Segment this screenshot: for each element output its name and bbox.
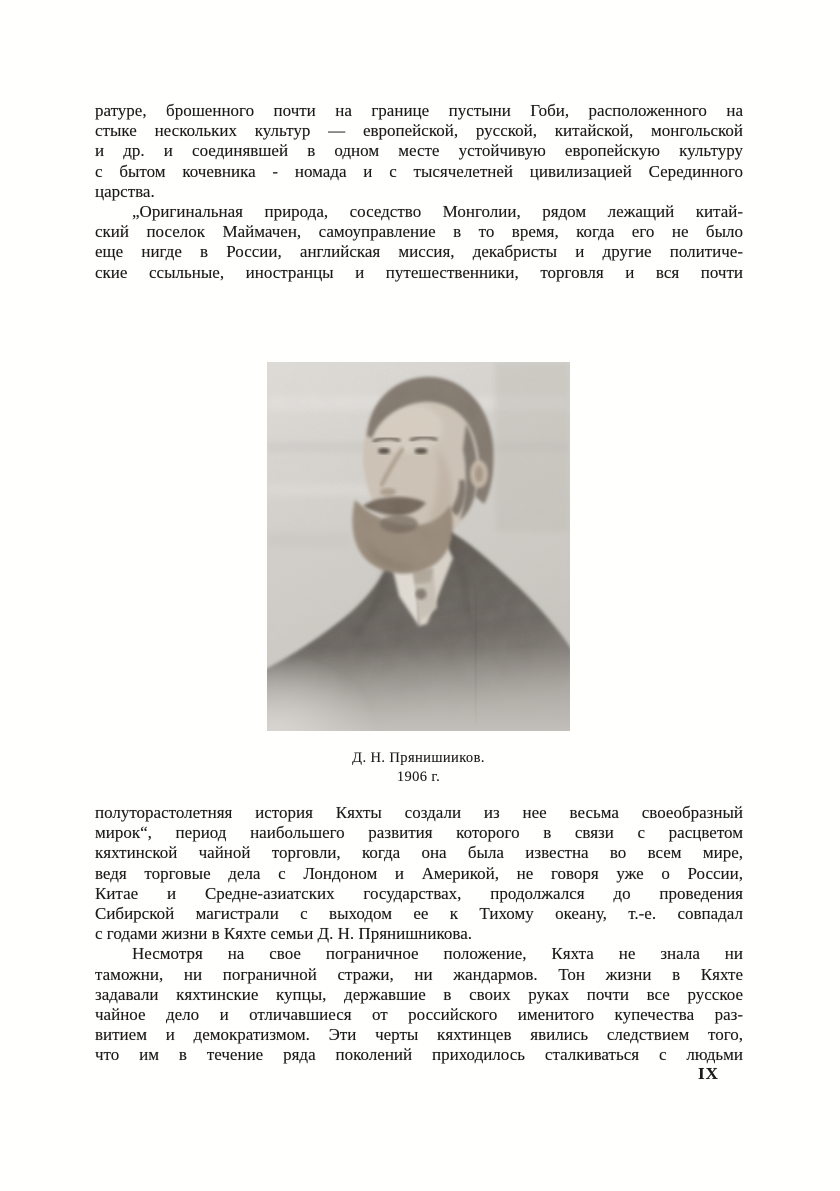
text-line: ские ссыльные, иностранцы и путешественники, торговля и вся почти bbox=[95, 262, 743, 282]
text-line: „Оригинальная природа, соседство Монголии, рядом лежащий китай- bbox=[132, 202, 743, 222]
text-block-lower bbox=[95, 803, 743, 1066]
page-number: IX bbox=[698, 1064, 719, 1083]
text-line: Китае и Средне-азиатских государствах, продолжался до проведения bbox=[95, 883, 743, 903]
text-line: задавали кяхтинские купцы, державшие в своих руках почти все русское bbox=[95, 984, 743, 1004]
text-line: еще нигде в России, английская миссия, декабристы и другие политиче- bbox=[95, 242, 743, 262]
text-line: мирок“, период наибольшего развития которого в связи с расцветом bbox=[95, 823, 743, 843]
portrait-photo bbox=[267, 362, 570, 731]
text-line: и др. и соединявшей в одном месте устойчивую европейскую культуру bbox=[95, 141, 743, 161]
text-line: с годами жизни в Кяхте семьи Д. Н. Прянишникова. bbox=[95, 924, 472, 944]
paragraph bbox=[95, 944, 743, 1065]
text-line: витием и демократизмом. Эти черты кяхтинцев явились следствием того, bbox=[95, 1025, 743, 1045]
paragraph bbox=[95, 803, 743, 944]
text-line: ведя торговые дела с Лондоном и Америкой, не говоря уже о России, bbox=[95, 863, 743, 883]
caption-name: Д. Н. Прянишииков. bbox=[352, 750, 485, 766]
caption-year: 1906 г. bbox=[396, 768, 441, 785]
text-line: полуторастолетняя история Кяхты создали из нее весьма своеобразный bbox=[95, 803, 743, 822]
text-line: таможни, ни пограничной стражи, ни жандармов. Тон жизни в Кяхте bbox=[95, 964, 743, 984]
photo-caption bbox=[267, 749, 570, 786]
text-block-upper bbox=[95, 101, 743, 283]
text-line: стыке нескольких культур — европейской, русской, китайской, монгольской bbox=[95, 121, 743, 141]
text-line: Несмотря на свое пограничное положение, Кяхта не знала ни bbox=[132, 944, 743, 964]
text-line: ский поселок Маймачен, самоуправление в то время, когда его не было bbox=[95, 222, 743, 242]
text-line: ратуре, брошенного почти на границе пустыни Гоби, расположенного на bbox=[95, 101, 743, 120]
text-line: что им в течение ряда поколений приходилось сталкиваться с людьми bbox=[95, 1045, 743, 1065]
text-line: чайное дело и отличавшиеся от российского именитого купечества раз- bbox=[95, 1005, 743, 1025]
photo-corner-light bbox=[267, 592, 447, 731]
text-line: царства. bbox=[95, 181, 155, 201]
text-line: с бытом кочевника - номада и с тысячелетней цивилизацией Серединного bbox=[95, 161, 743, 181]
paragraph bbox=[95, 101, 743, 202]
text-line: кяхтинской чайной торговли, когда она была известна во всем мире, bbox=[95, 843, 743, 863]
paragraph bbox=[95, 202, 743, 283]
text-line: Сибирской магистрали с выходом ее к Тихому океану, т.-е. совпадал bbox=[95, 904, 743, 924]
portrait-figure bbox=[267, 362, 570, 731]
